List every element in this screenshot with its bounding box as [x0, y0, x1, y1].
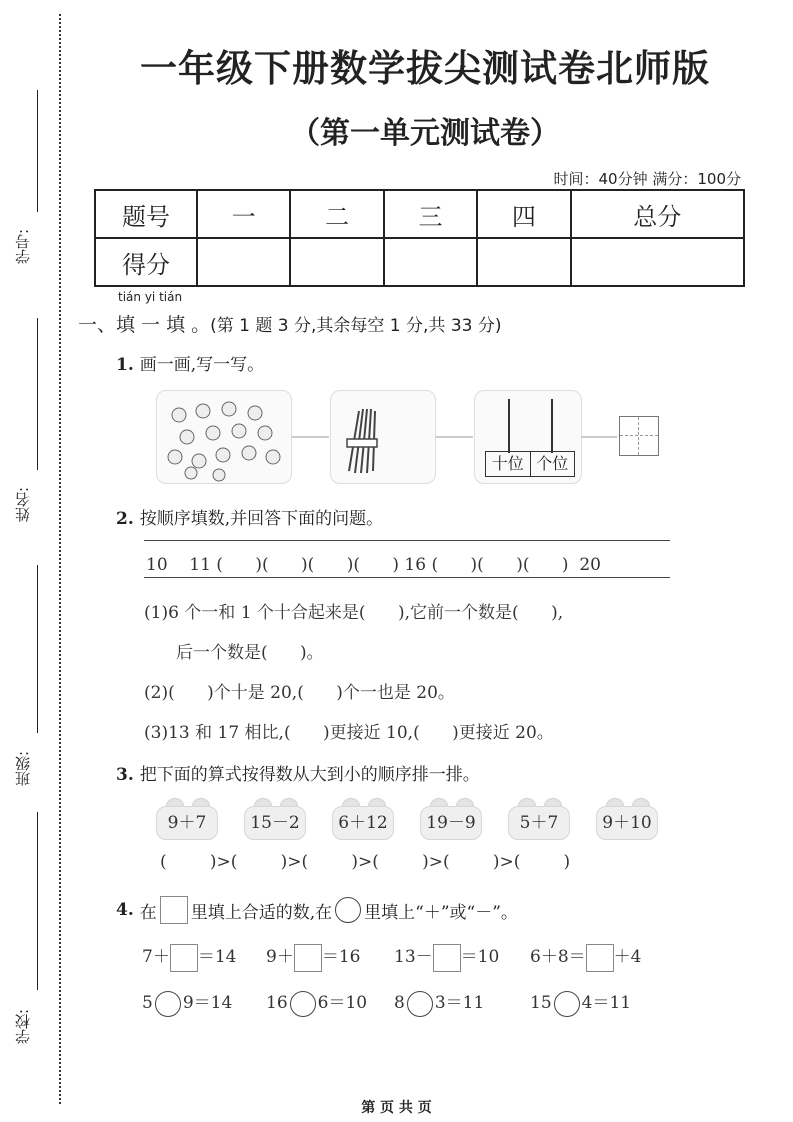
equation	[142, 942, 236, 972]
class-line[interactable]	[37, 565, 38, 733]
stick-bundle-card	[330, 390, 436, 484]
number-line	[144, 540, 670, 578]
equation-right: 6＝10	[317, 993, 368, 1013]
strawberry-icon	[157, 391, 291, 483]
page-subtitle: （第一单元测试卷）	[290, 116, 560, 151]
table-row	[95, 190, 744, 238]
equation-left: 9＋	[266, 947, 294, 967]
equation-right: ＝14	[197, 947, 237, 967]
school-label: 学校:	[14, 1008, 32, 1044]
score-input-cell[interactable]	[571, 238, 745, 286]
answer-grid-box[interactable]	[619, 416, 659, 456]
equation-left: 5	[142, 993, 153, 1013]
expression: 15－2	[244, 806, 306, 840]
question-text: 里填上合适的数,在	[190, 902, 333, 923]
expression: 9＋7	[156, 806, 218, 840]
equation-left: 16	[266, 993, 288, 1013]
equation	[394, 942, 499, 972]
table-row	[95, 238, 744, 286]
answer-circle[interactable]	[554, 991, 580, 1017]
table-cell: 一	[197, 190, 290, 238]
frog-card	[332, 798, 394, 842]
equation	[530, 942, 641, 972]
grid-guide	[620, 435, 658, 436]
equation-right: 4＝11	[581, 993, 632, 1013]
question-2-sub-1b[interactable]: 后一个数是( )。	[176, 643, 324, 663]
circle-icon	[335, 897, 361, 923]
section-title-text: 一、填 一 填 。	[78, 314, 211, 336]
equation	[266, 942, 360, 972]
question-4	[116, 896, 518, 924]
equation-left: 15	[530, 993, 552, 1013]
expression: 19－9	[420, 806, 482, 840]
page-title: 一年级下册数学拔尖测试卷北师版	[140, 47, 710, 90]
question-text: 在	[139, 902, 157, 923]
grid-guide	[638, 417, 639, 455]
frog-card	[156, 798, 218, 842]
expression: 5＋7	[508, 806, 570, 840]
frog-card	[596, 798, 658, 842]
section-note: (第 1 题 3 分,其余每空 1 分,共 33 分)	[210, 316, 502, 336]
abacus-tens-label: 十位	[486, 452, 531, 476]
equation-right: ＋4	[613, 947, 642, 967]
strawberry-card	[156, 390, 292, 484]
equation	[142, 988, 232, 1017]
equation-left: 13－	[394, 947, 433, 967]
expression: 6＋12	[332, 806, 394, 840]
question-1	[116, 350, 264, 375]
student-id-line[interactable]	[37, 90, 38, 212]
connector	[581, 436, 617, 438]
question-text: 把下面的算式按得数从大到小的顺序排一排。	[139, 765, 480, 785]
square-box-icon	[160, 896, 188, 924]
name-line[interactable]	[37, 318, 38, 470]
equation-right: ＝10	[460, 947, 500, 967]
score-table	[94, 189, 745, 287]
score-input-cell[interactable]	[197, 238, 290, 286]
frog-card	[244, 798, 306, 842]
question-text: 画一画,写一写。	[139, 355, 265, 375]
question-2	[116, 504, 383, 529]
school-line[interactable]	[37, 812, 38, 990]
answer-circle[interactable]	[407, 991, 433, 1017]
abacus-ones-label: 个位	[536, 454, 569, 473]
equation-left: 8	[394, 993, 405, 1013]
score-input-cell[interactable]	[384, 238, 477, 286]
table-cell: 四	[477, 190, 570, 238]
equation-left: 6＋8＝	[530, 947, 586, 967]
section-pinyin: tián yi tián	[118, 290, 183, 304]
question-number: 1.	[116, 355, 134, 375]
score-input-cell[interactable]	[290, 238, 383, 286]
score-input-cell[interactable]	[477, 238, 570, 286]
table-cell: 二	[290, 190, 383, 238]
question-number: 4.	[116, 900, 134, 920]
binding-dashed-line	[59, 14, 61, 1104]
equation-right: 3＝11	[434, 993, 485, 1013]
student-id-label: 学号:	[14, 228, 32, 264]
answer-box[interactable]	[170, 944, 198, 972]
equation	[530, 988, 631, 1017]
connector	[291, 436, 329, 438]
abacus-rod-tens	[508, 399, 510, 453]
question-text: 里填上“＋”或“－”。	[364, 902, 518, 923]
time-score-info: 时间：40分钟 满分：100分	[553, 170, 741, 188]
page-footer: 第 页 共 页	[361, 1100, 432, 1116]
section-title	[78, 310, 502, 337]
table-cell: 三	[384, 190, 477, 238]
question-number: 2.	[116, 509, 134, 529]
answer-circle[interactable]	[290, 991, 316, 1017]
equation	[394, 988, 484, 1017]
number-line-values[interactable]: 10 11 ( )( )( )( ) 16 ( )( )( ) 20	[146, 555, 601, 575]
frog-card	[508, 798, 570, 842]
class-label: 班级:	[14, 750, 32, 786]
question-2-sub-2[interactable]: (2)( )个十是 20,( )个一也是 20。	[144, 683, 455, 703]
stick-bundle-icon	[331, 391, 435, 483]
question-3	[116, 760, 480, 785]
table-cell: 得分	[95, 238, 197, 286]
question-2-sub-1a[interactable]: (1)6 个一和 1 个十合起来是( ),它前一个数是( ),	[144, 603, 564, 623]
abacus-rod-ones	[551, 399, 553, 453]
abacus-card	[474, 390, 582, 484]
answer-box[interactable]	[586, 944, 614, 972]
answer-circle[interactable]	[155, 991, 181, 1017]
question-number: 3.	[116, 765, 134, 785]
equation	[266, 988, 367, 1017]
equation-left: 7＋	[142, 947, 170, 967]
equation-right: ＝16	[321, 947, 361, 967]
table-cell: 总分	[571, 190, 745, 238]
connector	[435, 436, 473, 438]
question-text: 按顺序填数,并回答下面的问题。	[139, 509, 384, 529]
table-cell: 题号	[95, 190, 197, 238]
question-2-sub-3[interactable]: (3)13 和 17 相比,( )更接近 10,( )更接近 20。	[144, 723, 554, 743]
frog-card	[420, 798, 482, 842]
answer-box[interactable]	[433, 944, 461, 972]
equation-right: 9＝14	[182, 993, 233, 1013]
answer-box[interactable]	[294, 944, 322, 972]
name-label: 姓名:	[14, 486, 32, 522]
abacus-base	[485, 451, 575, 477]
expression: 9＋10	[596, 806, 658, 840]
order-answer-line[interactable]: ( )>( )>( )>( )>( )>( )	[160, 852, 571, 872]
